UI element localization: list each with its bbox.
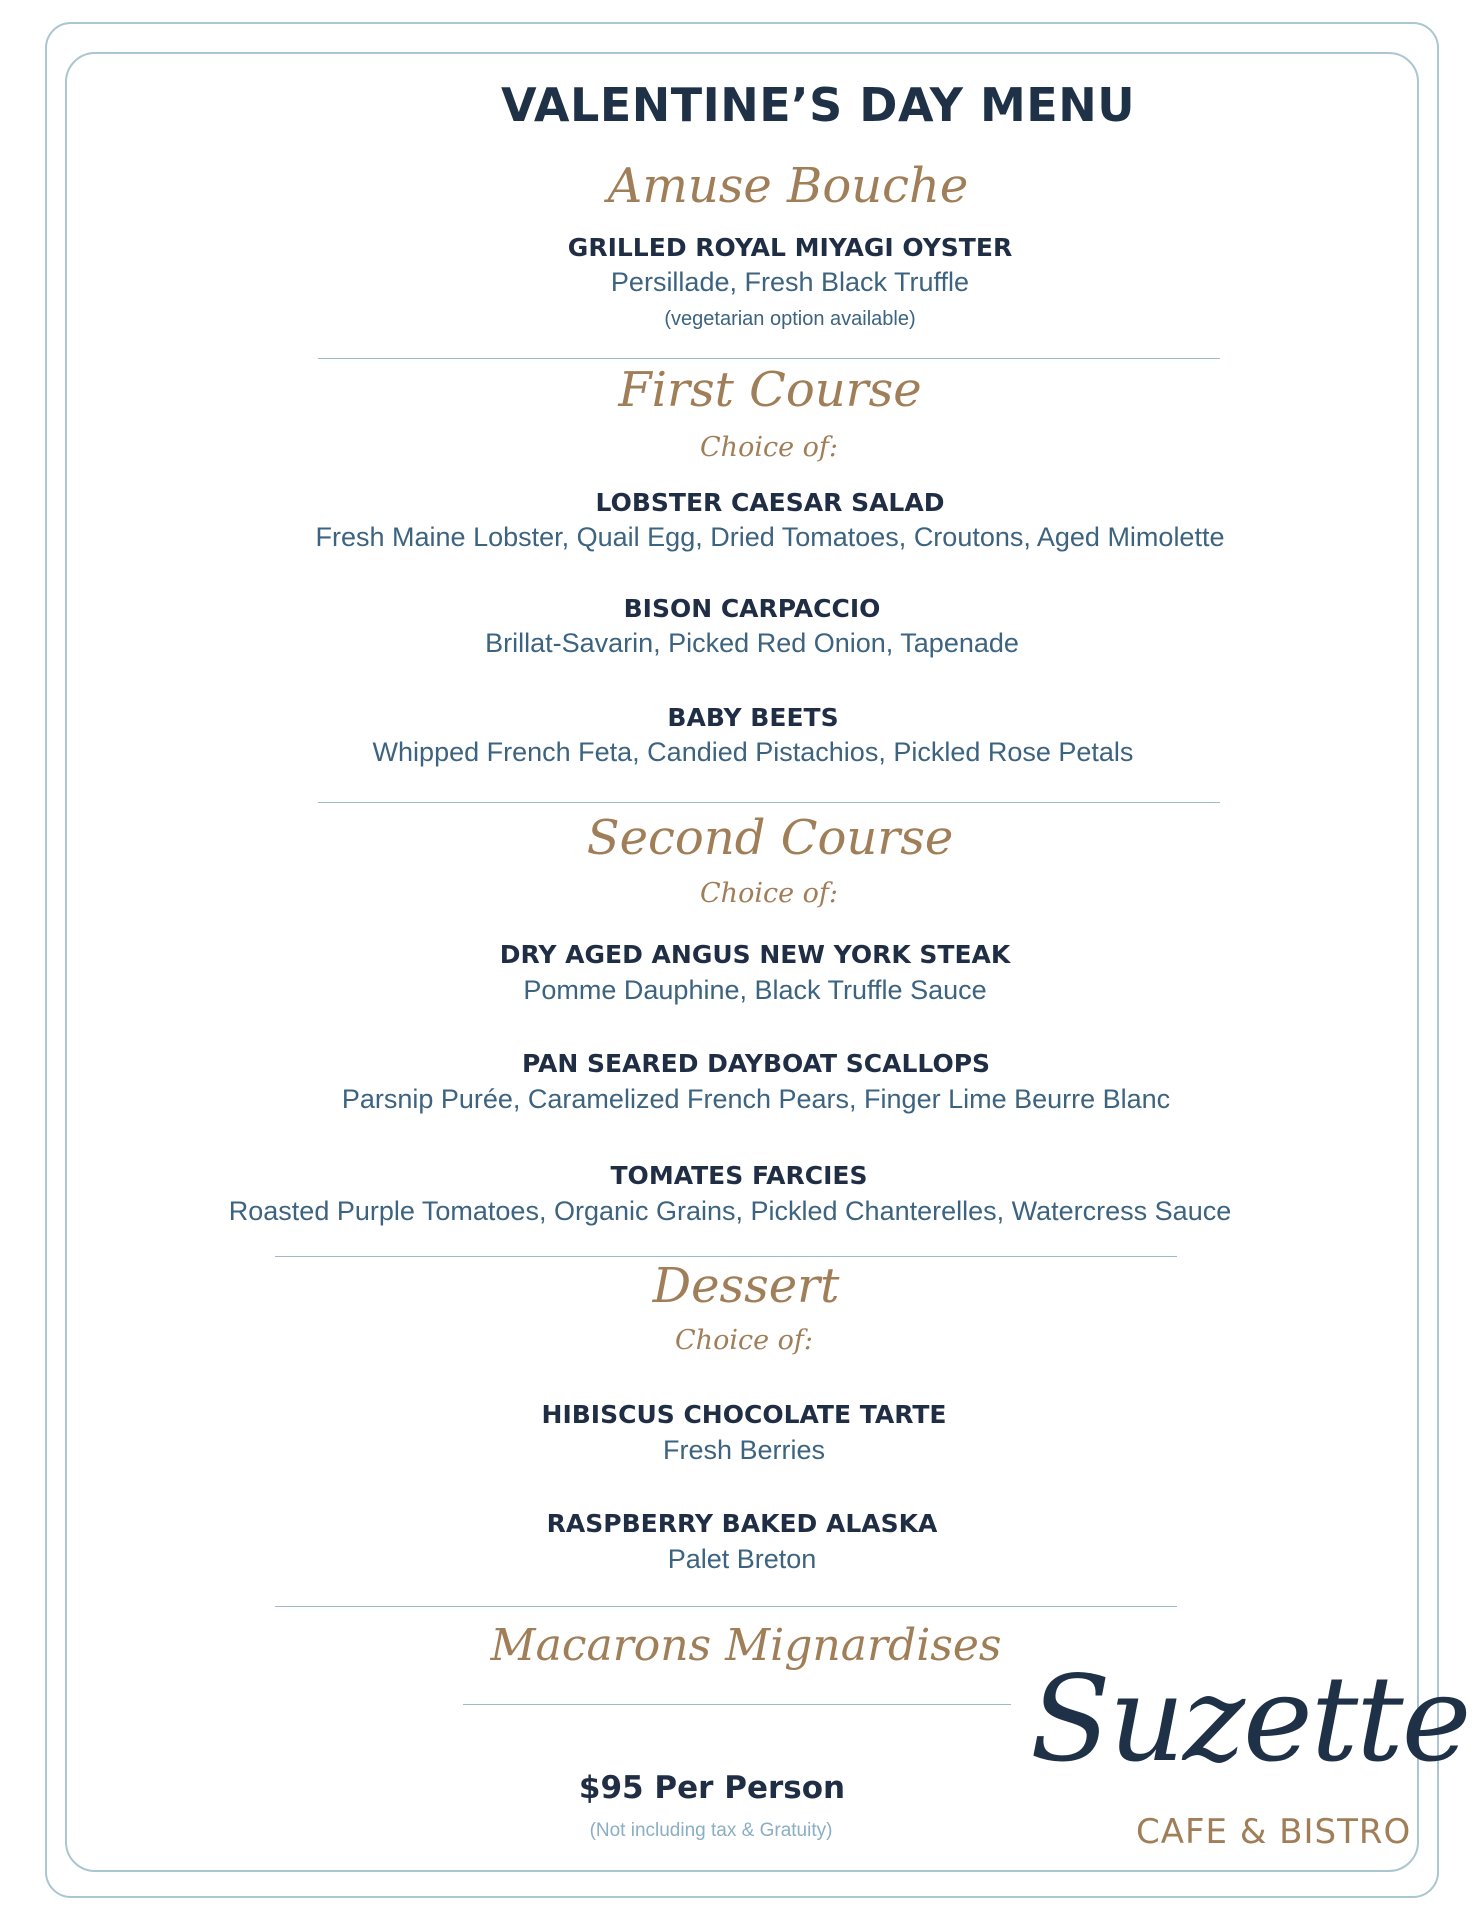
dish-name: HIBISCUS CHOCOLATE TARTE	[541, 1400, 947, 1429]
dish-name: LOBSTER CAESAR SALAD	[595, 488, 945, 517]
amuse-bouche-heading: Amuse Bouche	[607, 158, 969, 214]
dish-name: DRY AGED ANGUS NEW YORK STEAK	[499, 940, 1011, 969]
dish-description: Fresh Maine Lobster, Quail Egg, Dried Tomatoes, Croutons, Aged Mimolette	[315, 522, 1225, 552]
dish-name: TOMATES FARCIES	[610, 1161, 868, 1190]
menu-title: VALENTINE’S DAY MENU	[500, 78, 1136, 132]
first-course-choice: Choice of:	[700, 432, 838, 463]
suzette-logo-script: Suzette	[1030, 1650, 1470, 1788]
dessert-choice: Choice of:	[675, 1325, 813, 1356]
dessert-heading: Dessert	[652, 1258, 840, 1314]
section-divider	[318, 802, 1220, 803]
vegetarian-note: (vegetarian option available)	[664, 308, 916, 330]
dish-name: BABY BEETS	[667, 703, 839, 732]
section-divider	[275, 1606, 1177, 1607]
cafe-bistro-logo-text: CAFE & BISTRO	[1136, 1812, 1412, 1852]
price-note: (Not including tax & Gratuity)	[589, 1820, 833, 1841]
price: $95 Per Person	[578, 1770, 846, 1806]
dish-description: Persillade, Fresh Black Truffle	[610, 267, 970, 297]
dish-name: BISON CARPACCIO	[623, 594, 881, 623]
dish-name: GRILLED ROYAL MIYAGI OYSTER	[567, 233, 1013, 262]
dish-description: Roasted Purple Tomatoes, Organic Grains, Pickled Chanterelles, Watercress Sauce	[228, 1196, 1232, 1226]
dish-name: RASPBERRY BAKED ALASKA	[546, 1509, 938, 1538]
dish-description: Palet Breton	[667, 1544, 817, 1574]
first-course-heading: First Course	[618, 362, 922, 418]
second-course-choice: Choice of:	[700, 878, 838, 909]
mignardises-heading: Macarons Mignardises	[490, 1620, 1002, 1671]
second-course-heading: Second Course	[586, 810, 954, 866]
dish-description: Pomme Dauphine, Black Truffle Sauce	[523, 975, 987, 1005]
dish-description: Fresh Berries	[662, 1435, 826, 1465]
dish-description: Brillat-Savarin, Picked Red Onion, Tapenade	[485, 628, 1019, 658]
section-divider	[318, 358, 1220, 359]
dish-description: Whipped French Feta, Candied Pistachios, Pickled Rose Petals	[372, 737, 1134, 767]
price-divider	[463, 1704, 1011, 1705]
dish-description: Parsnip Purée, Caramelized French Pears, Finger Lime Beurre Blanc	[341, 1084, 1171, 1114]
section-divider	[275, 1256, 1177, 1257]
dish-name: PAN SEARED DAYBOAT SCALLOPS	[521, 1049, 991, 1078]
